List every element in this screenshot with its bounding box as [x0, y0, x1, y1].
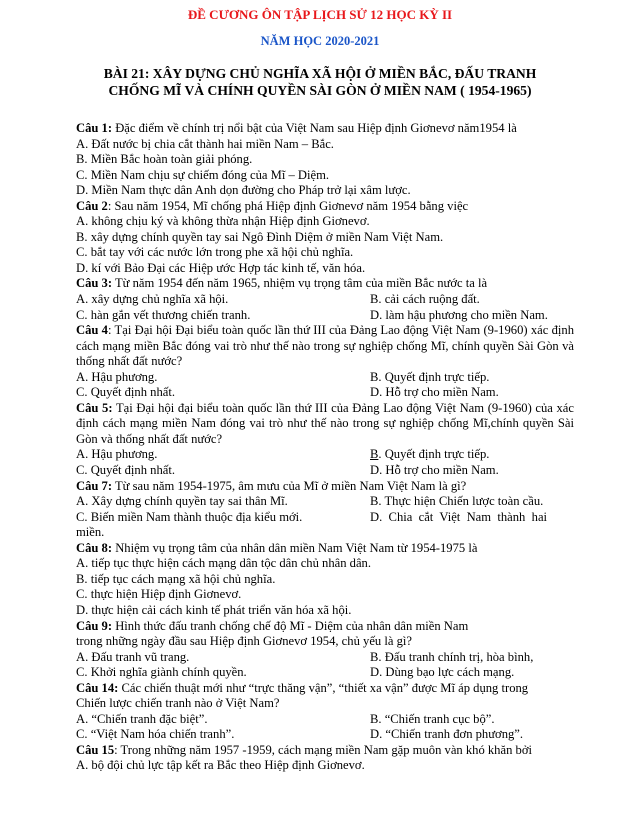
- question-text: Đặc điểm về chính trị nổi bật của Việt Nam sau Hiệp định Giơnevơ năm1954 là: [112, 121, 517, 135]
- option-a: A. Đất nước bị chia cắt thành hai miền Nam – Bắc.: [76, 136, 334, 151]
- option-a: A. “Chiến tranh đặc biệt”.: [76, 711, 208, 726]
- option-c: C. Biến miền Nam thành thuộc địa kiểu mới.: [76, 509, 303, 524]
- option-d: D. Hỗ trợ cho miền Nam.: [370, 385, 499, 400]
- option-c: C. Miền Nam chịu sự chiếm đóng của Mĩ – Diệm.: [76, 167, 330, 182]
- option-c: C. thực hiện Hiệp định Giơnevơ.: [76, 587, 242, 602]
- option-c: C. “Việt Nam hóa chiến tranh”.: [76, 727, 235, 742]
- option-d: D. Miền Nam thực dân Anh dọn đường cho Pháp trở lại xâm lược.: [76, 183, 411, 198]
- option-b: B. tiếp tục cách mạng xã hội chủ nghĩa.: [76, 571, 276, 586]
- option-row: [76, 494, 574, 510]
- question-text: : Sau năm 1954, Mĩ chống phá Hiệp định Giơnevơ năm 1954 bằng việc: [107, 198, 469, 213]
- lesson-heading-line-2: CHỐNG MĨ VÀ CHÍNH QUYỀN SÀI GÒN Ở MIỀN NAM ( 1954-1965): [108, 82, 532, 98]
- option-b: B. Đấu tranh chính trị, hòa bình,: [370, 649, 534, 664]
- option-text: . Quyết định trực tiếp.: [378, 447, 490, 462]
- option-d: D. Dùng bạo lực cách mạng.: [370, 665, 515, 680]
- question-14: [76, 681, 556, 712]
- option-d: D. “Chiến tranh đơn phương”.: [370, 727, 524, 742]
- question-text: Hình thức đấu tranh chống chế độ Mĩ - Diệm của nhân dân miền Nam trong những ngày đầu sau Hiệp định Giơnevơ 1954, chủ yếu là gì?: [76, 618, 469, 649]
- option-a: A. không chịu ký và không thừa nhận Hiệp định Giơnevơ.: [76, 214, 370, 229]
- option-b: [370, 447, 574, 463]
- question-9: [76, 619, 496, 650]
- question-list: [76, 121, 574, 774]
- option-a: A. Hậu phương.: [76, 369, 158, 384]
- question-text: : Trong những năm 1957 -1959, cách mạng miền Nam gặp muôn vàn khó khăn bởi: [114, 742, 532, 757]
- option-d-continued: miền.: [76, 525, 105, 540]
- question-label: Câu 2: [76, 198, 108, 213]
- question-label: Câu 9:: [76, 618, 113, 633]
- question-5: [76, 401, 574, 448]
- option-c: C. Quyết định nhất.: [76, 463, 175, 478]
- lesson-heading: [60, 66, 580, 99]
- document-title: ĐỀ CƯƠNG ÔN TẬP LỊCH SỬ 12 HỌC KỲ II: [187, 7, 453, 22]
- option-b: B. Thực hiện Chiến lược toàn cầu.: [370, 494, 544, 509]
- option-row: [76, 447, 574, 463]
- option-d: D. làm hậu phương cho miền Nam.: [370, 307, 548, 322]
- question-7: [76, 479, 574, 495]
- option-row: [76, 385, 574, 401]
- option-d: D. Chia cắt Việt Nam thành hai: [370, 509, 548, 524]
- option-row: [76, 727, 574, 743]
- option-c: C. bắt tay với các nước lớn trong phe xã hội chủ nghĩa.: [76, 245, 354, 260]
- question-label: Câu 1:: [76, 121, 113, 135]
- option-row: [76, 292, 574, 308]
- option-a: A. bộ đội chủ lực tập kết ra Bắc theo Hiệp định Giơnevơ.: [76, 758, 365, 773]
- option-b: B. Quyết định trực tiếp.: [370, 369, 490, 384]
- question-text: Nhiệm vụ trọng tâm của nhân dân miền Nam Việt Nam từ 1954-1975 là: [112, 540, 478, 555]
- option-b: B. “Chiến tranh cục bộ”.: [370, 711, 495, 726]
- lesson-heading-line-1: BÀI 21: XÂY DỰNG CHỦ NGHĨA XÃ HỘI Ở MIỀN BẮC, ĐẤU TRANH: [103, 66, 537, 81]
- question-label: Câu 8:: [76, 540, 113, 555]
- question-label: Câu 5:: [76, 400, 113, 415]
- option-letter: B: [370, 447, 379, 462]
- option-d: D. thực hiện cải cách kinh tế phát triển văn hóa xã hội.: [76, 602, 352, 617]
- option-b: B. Miền Bắc hoàn toàn giải phóng.: [76, 152, 253, 167]
- question-text: : Tại Đại hội Đại biểu toàn quốc lần thứ III của Đảng Lao động Việt Nam (9-1960) xác định cách mạng miền Bắc đóng vai trò như thế nào trong sự nghiệp chống Mĩ, chính quyền Sài Gòn và thống nhất đất nước?: [76, 323, 574, 369]
- option-a: A. Hậu phương.: [76, 447, 158, 462]
- option-a: A. Xây dựng chính quyền tay sai thân Mĩ.: [76, 494, 288, 509]
- option-row: [76, 510, 574, 526]
- question-3: [76, 276, 574, 292]
- question-text: Các chiến thuật mới như “trực thăng vận”, “thiết xa vận” được Mĩ áp dụng trong Chiến lược chiến tranh nào ở Việt Nam?: [76, 680, 529, 711]
- option-a: A. xây dựng chủ nghĩa xã hội.: [76, 292, 229, 307]
- option-c: C. Khởi nghĩa giành chính quyền.: [76, 665, 247, 680]
- question-label: Câu 15: [76, 742, 115, 757]
- question-text: Từ sau năm 1954-1975, âm mưu của Mĩ ở miền Nam Việt Nam là gì?: [112, 478, 467, 493]
- option-a: A. tiếp tục thực hiện cách mạng dân tộc dân chủ nhân dân.: [76, 556, 371, 571]
- option-c: C. Quyết định nhất.: [76, 385, 175, 400]
- question-8: [76, 541, 574, 557]
- option-d: D. Hỗ trợ cho miền Nam.: [370, 463, 499, 478]
- option-row: [76, 463, 574, 479]
- question-text: Từ năm 1954 đến năm 1965, nhiệm vụ trọng tâm của miền Bắc nước ta là: [112, 276, 488, 291]
- question-label: Câu 14:: [76, 680, 119, 695]
- option-row: [76, 308, 574, 324]
- question-text: Tại Đại hội đại biểu toàn quốc lần thứ III của Đảng Lao động Việt Nam (9-1960) của xác định cách mạng miền Nam đóng vai trò như thế nào trong sự nghiệp chống Mĩ,chính quyền Sài Gòn và thống nhất đất nước?: [76, 400, 574, 446]
- option-row: [76, 665, 574, 681]
- option-b: B. cải cách ruộng đất.: [370, 292, 480, 307]
- question-2: [76, 199, 574, 215]
- option-c: C. hàn gắn vết thương chiến tranh.: [76, 307, 251, 322]
- question-15: [76, 743, 574, 759]
- question-label: Câu 7:: [76, 478, 113, 493]
- option-row: [76, 370, 574, 386]
- option-row: [76, 712, 574, 728]
- school-year: NĂM HỌC 2020-2021: [260, 34, 380, 48]
- question-label: Câu 3:: [76, 276, 113, 291]
- option-d: D. kí với Bảo Đại các Hiệp ước Hợp tác kinh tế, văn hóa.: [76, 260, 366, 275]
- option-a: A. Đấu tranh vũ trang.: [76, 649, 190, 664]
- question-label: Câu 4: [76, 323, 108, 338]
- question-1: [76, 121, 574, 137]
- option-row: [76, 650, 574, 666]
- option-b: B. xây dựng chính quyền tay sai Ngô Đình Diệm ở miền Nam Việt Nam.: [76, 229, 444, 244]
- question-4: [76, 323, 574, 370]
